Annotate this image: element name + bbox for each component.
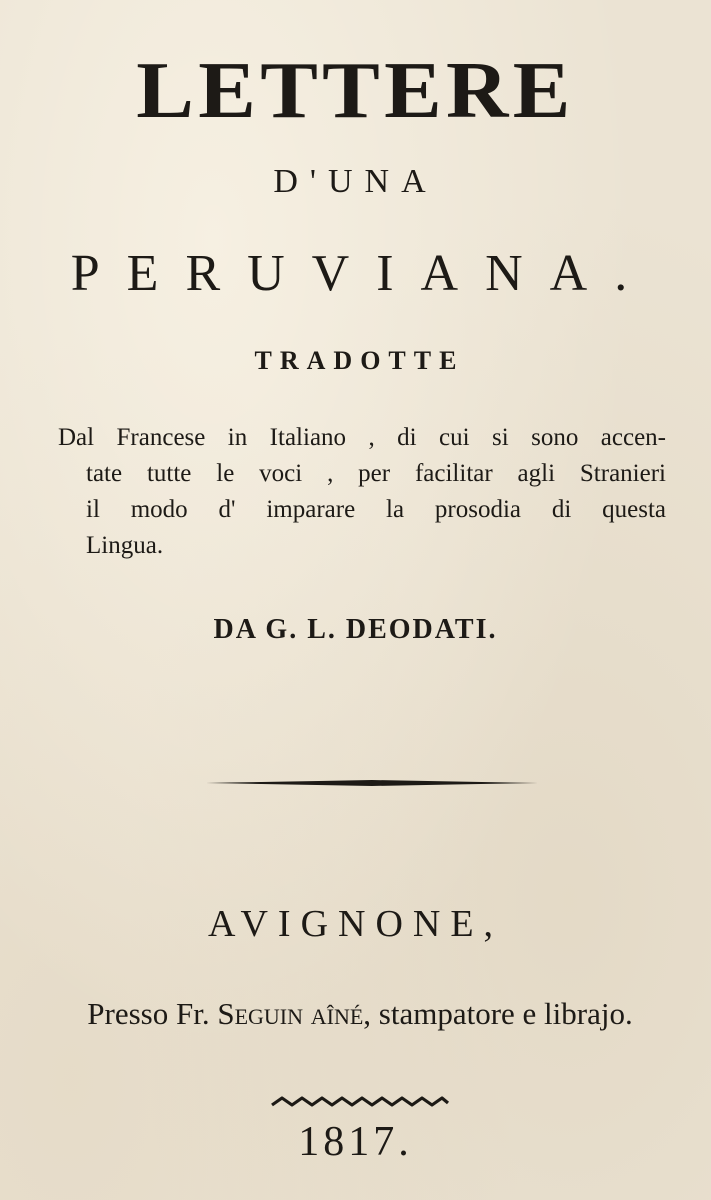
author-line: DA G. L. DEODATI. <box>213 614 498 645</box>
book-subtitle-small: D'UNA <box>273 163 438 200</box>
place-of-publication: AVIGNONE, <box>207 903 504 945</box>
publication-year: 1817. <box>298 1119 413 1165</box>
imprint <box>60 994 660 1034</box>
imprint-rest: , stampatore e librajo. <box>363 996 633 1031</box>
imprint-prefix: Presso Fr. <box>87 996 210 1031</box>
description-line: Lingua. <box>86 532 164 559</box>
printer-suffix: aîné <box>310 996 364 1031</box>
description-line: Dal Francese in Italiano , di cui si sono accen- <box>58 424 666 451</box>
description-line: il modo d' imparare la prosodia di questa <box>86 496 666 523</box>
book-subtitle-large: PERUVIANA. <box>70 245 655 302</box>
wavy-ornament <box>270 1093 450 1111</box>
translation-description <box>58 420 666 564</box>
decorative-rule <box>206 779 538 787</box>
translated-heading: TRADOTTE <box>254 346 465 375</box>
book-title: LETTERE <box>136 47 575 135</box>
printer-name: Seguin <box>217 996 303 1031</box>
description-line: tate tutte le voci , per facilitar agli Stranieri <box>86 460 666 487</box>
